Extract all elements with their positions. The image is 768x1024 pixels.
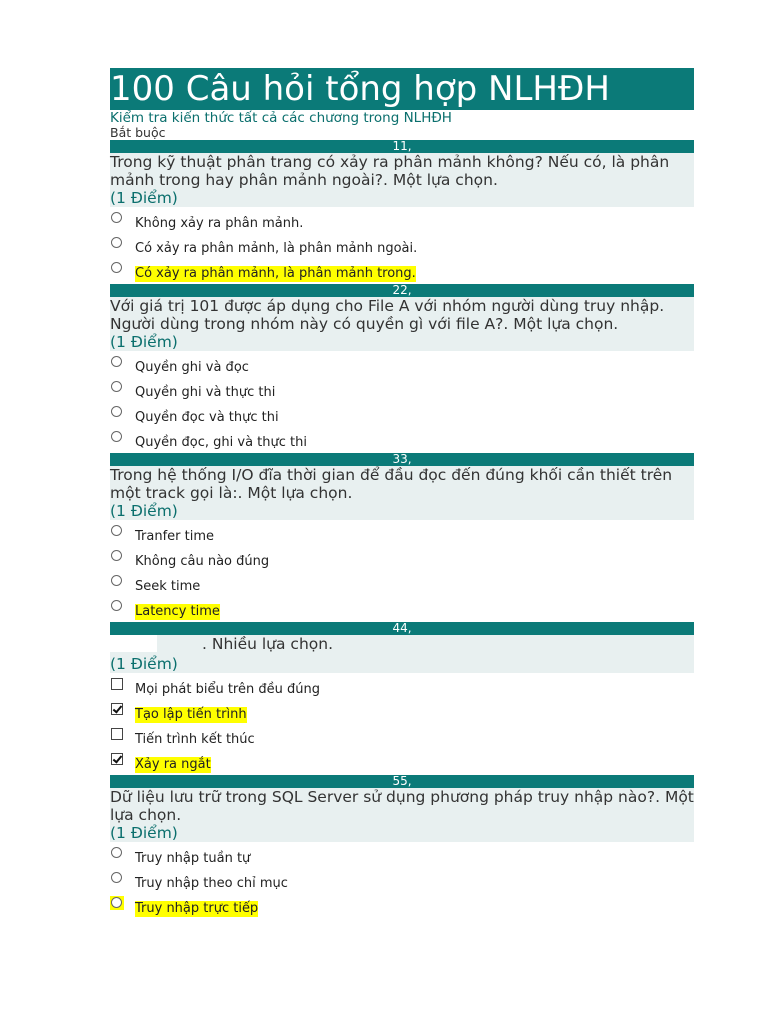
option-label: Quyền đọc, ghi và thực thi bbox=[135, 435, 307, 450]
radio-button[interactable] bbox=[110, 846, 124, 860]
option-label-highlighted: Truy nhập trực tiếp bbox=[135, 901, 259, 916]
checkbox[interactable] bbox=[110, 727, 124, 741]
radio-button[interactable] bbox=[110, 599, 124, 613]
option-label-highlighted: Có xảy ra phân mảnh, là phân mảnh trong. bbox=[135, 266, 416, 281]
option-list bbox=[110, 351, 694, 453]
question-points: (1 Điểm) bbox=[110, 655, 178, 673]
option-item[interactable] bbox=[110, 403, 694, 428]
checkbox-checked[interactable] bbox=[110, 752, 124, 766]
question-header bbox=[110, 153, 694, 207]
question-text: Dữ liệu lưu trữ trong SQL Server sử dụng phương pháp truy nhập nào?. Một lựa chọn. bbox=[110, 788, 694, 824]
radio-button[interactable] bbox=[110, 405, 124, 419]
option-list bbox=[110, 207, 694, 284]
radio-button[interactable] bbox=[110, 524, 124, 538]
question-text: . Nhiều lựa chọn. bbox=[202, 635, 334, 653]
question-header bbox=[110, 788, 694, 842]
option-item[interactable] bbox=[110, 209, 694, 234]
radio-button[interactable] bbox=[110, 236, 124, 250]
option-label: Quyền ghi và thực thi bbox=[135, 385, 276, 400]
option-item[interactable] bbox=[110, 675, 694, 700]
required-note: Bắt buộc bbox=[110, 125, 166, 140]
question-number: 33, bbox=[110, 453, 694, 466]
question-text-row bbox=[110, 635, 694, 655]
option-item[interactable] bbox=[110, 869, 694, 894]
option-item[interactable] bbox=[110, 353, 694, 378]
question-block bbox=[110, 622, 694, 775]
option-list bbox=[110, 673, 694, 775]
option-label: Không xảy ra phân mảnh. bbox=[135, 216, 304, 231]
radio-button[interactable] bbox=[110, 574, 124, 588]
option-label: Quyền đọc và thực thi bbox=[135, 410, 279, 425]
option-label: Tranfer time bbox=[135, 529, 215, 544]
option-label-highlighted: Latency time bbox=[135, 604, 220, 619]
question-block bbox=[110, 284, 694, 453]
radio-button[interactable] bbox=[110, 430, 124, 444]
question-points: (1 Điểm) bbox=[110, 189, 178, 207]
question-points: (1 Điểm) bbox=[110, 502, 178, 520]
page-title: 100 Câu hỏi tổng hợp NLHĐH bbox=[110, 69, 610, 109]
checkbox[interactable] bbox=[110, 677, 124, 691]
option-item[interactable] bbox=[110, 844, 694, 869]
page-subtitle: Kiểm tra kiến thức tất cả các chương trong NLHĐH bbox=[110, 110, 452, 126]
option-label-highlighted: Tạo lập tiến trình bbox=[135, 707, 247, 722]
radio-button[interactable] bbox=[110, 380, 124, 394]
radio-button[interactable] bbox=[110, 896, 124, 910]
question-block bbox=[110, 453, 694, 622]
question-number: 22, bbox=[110, 284, 694, 297]
option-item[interactable] bbox=[110, 378, 694, 403]
question-number: 11, bbox=[110, 140, 694, 153]
option-item[interactable] bbox=[110, 750, 694, 775]
radio-button[interactable] bbox=[110, 355, 124, 369]
option-list bbox=[110, 520, 694, 622]
option-label: Không câu nào đúng bbox=[135, 554, 270, 569]
option-item[interactable] bbox=[110, 597, 694, 622]
option-label: Tiến trình kết thúc bbox=[135, 732, 255, 747]
option-item[interactable] bbox=[110, 894, 694, 919]
option-label: Có xảy ra phân mảnh, là phân mảnh ngoài. bbox=[135, 241, 418, 256]
option-item[interactable] bbox=[110, 234, 694, 259]
title-banner bbox=[110, 68, 694, 110]
quiz-page bbox=[110, 68, 694, 919]
option-list bbox=[110, 842, 694, 919]
option-label: Quyền ghi và đọc bbox=[135, 360, 249, 375]
option-label-highlighted: Xảy ra ngắt bbox=[135, 757, 211, 772]
question-text: Trong kỹ thuật phân trang có xảy ra phân mảnh không? Nếu có, là phân mảnh trong hay phân mảnh ngoài?. Một lựa chọn. bbox=[110, 153, 670, 189]
question-text: Trong hệ thống I/O đĩa thời gian để đầu đọc đến đúng khối cần thiết trên một track gọi là:. Một lựa chọn. bbox=[110, 466, 673, 502]
question-header bbox=[110, 466, 694, 520]
question-text: Với giá trị 101 được áp dụng cho File A với nhóm người dùng truy nhập. Người dùng trong nhóm này có quyền gì với file A?. Một lựa chọn. bbox=[110, 297, 665, 333]
question-number: 44, bbox=[110, 622, 694, 635]
radio-button[interactable] bbox=[110, 549, 124, 563]
option-label: Truy nhập theo chỉ mục bbox=[135, 876, 288, 891]
option-item[interactable] bbox=[110, 259, 694, 284]
question-points: (1 Điểm) bbox=[110, 824, 178, 842]
checkbox-checked[interactable] bbox=[110, 702, 124, 716]
option-label: Truy nhập tuần tự bbox=[135, 851, 251, 866]
option-item[interactable] bbox=[110, 428, 694, 453]
question-header bbox=[110, 297, 694, 351]
option-label: Mọi phát biểu trên đều đúng bbox=[135, 682, 320, 697]
option-item[interactable] bbox=[110, 522, 694, 547]
radio-button[interactable] bbox=[110, 211, 124, 225]
option-item[interactable] bbox=[110, 547, 694, 572]
question-points: (1 Điểm) bbox=[110, 333, 178, 351]
option-label: Seek time bbox=[135, 579, 201, 594]
blank-box bbox=[110, 635, 157, 652]
question-header bbox=[110, 635, 694, 673]
question-block bbox=[110, 775, 694, 919]
question-block bbox=[110, 140, 694, 284]
radio-button[interactable] bbox=[110, 871, 124, 885]
radio-button[interactable] bbox=[110, 261, 124, 275]
question-number: 55, bbox=[110, 775, 694, 788]
option-item[interactable] bbox=[110, 700, 694, 725]
option-item[interactable] bbox=[110, 572, 694, 597]
option-item[interactable] bbox=[110, 725, 694, 750]
